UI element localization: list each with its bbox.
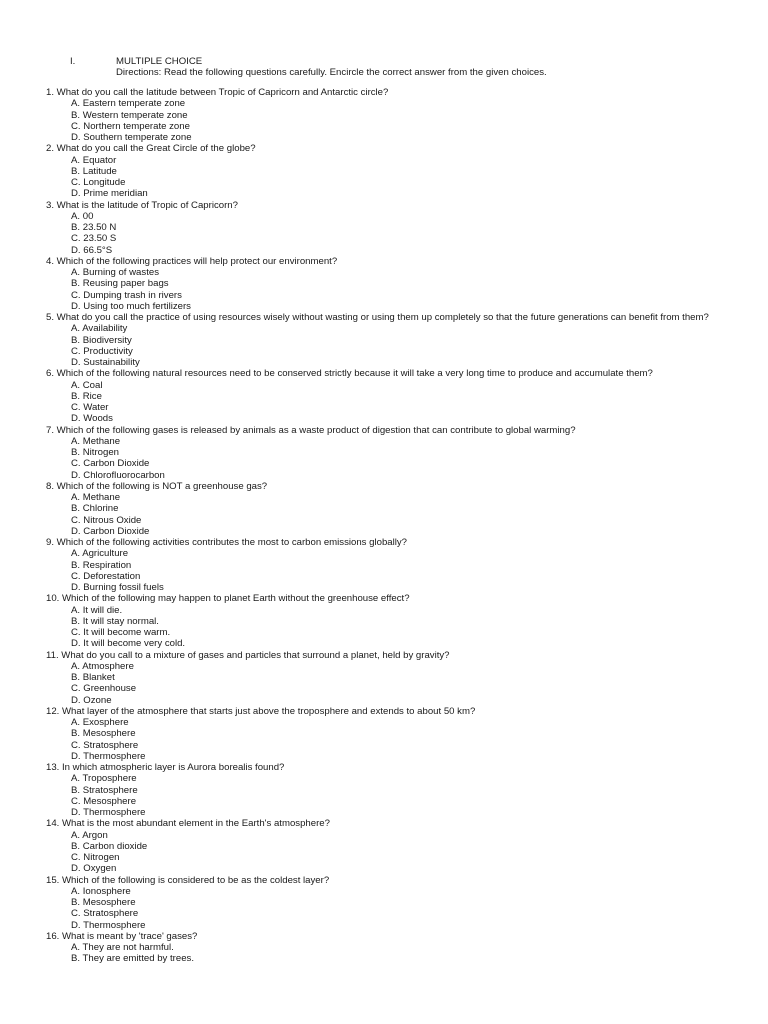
answer-choice: A. Availability [71, 323, 128, 335]
question-item [46, 818, 722, 874]
answer-choice: A. It will die. [71, 604, 123, 616]
answer-choice: B. Nitrogen [71, 447, 119, 458]
answer-choice: D. Carbon Dioxide [71, 525, 150, 537]
answer-choice: B. Respiration [71, 559, 132, 571]
answer-choice: C. Carbon Dioxide [71, 458, 150, 470]
answer-choice: A. Ionosphere [71, 885, 131, 897]
answer-choice: B. Carbon dioxide [71, 840, 148, 852]
answer-choice: B. They are emitted by trees. [71, 953, 194, 965]
question-item [46, 762, 722, 818]
answer-choice: A. Burning of wastes [71, 267, 159, 278]
question-text: 1. What do you call the latitude between Tropic of Capricorn and Antarctic circle? [46, 87, 389, 98]
question-text: 16. What is meant by 'trace' gases? [46, 930, 198, 942]
answer-choice: D. Burning fossil fuels [71, 582, 164, 593]
answer-choice: B. Mesosphere [71, 897, 136, 908]
answer-choice: D. Southern temperate zone [71, 132, 192, 143]
answer-choice: C. 23.50 S [71, 233, 117, 245]
answer-choice: B. Stratosphere [71, 784, 138, 796]
question-text: 13. In which atmospheric layer is Aurora borealis found? [46, 762, 285, 773]
answer-choice: A. Atmosphere [71, 660, 134, 672]
question-item [46, 875, 722, 931]
answer-choice: C. Dumping trash in rivers [71, 289, 182, 301]
question-text: 9. Which of the following activities contributes the most to carbon emissions globally? [46, 537, 408, 548]
answer-choice: A. Coal [71, 379, 103, 391]
answer-choice: D. Woods [71, 413, 113, 425]
answer-choice: D. It will become very cold. [71, 638, 186, 650]
answer-choice: B. Mesosphere [71, 728, 136, 740]
directions-text: Directions: Read the following questions carefully. Encircle the correct answer from the given choices. [116, 67, 547, 78]
answer-choice: C. Greenhouse [71, 683, 137, 695]
question-text: 7. Which of the following gases is released by animals as a waste product of digestion that can contribute to global warming? [46, 424, 576, 436]
answer-choice: C. Mesosphere [71, 795, 137, 807]
answer-choice: C. Productivity [71, 345, 133, 357]
question-item [46, 593, 722, 649]
answer-choice: A. Troposphere [71, 773, 137, 785]
answer-choice: B. Blanket [71, 672, 115, 683]
question-item [46, 537, 722, 593]
question-item [46, 256, 722, 312]
question-text: 12. What layer of the atmosphere that starts just above the troposphere and extends to about 50 km? [46, 705, 476, 717]
question-item [46, 368, 722, 424]
answer-choice: C. Stratosphere [71, 739, 139, 751]
question-list [46, 87, 722, 965]
answer-choice: A. Agriculture [71, 548, 129, 560]
answer-choice: B. Western temperate zone [71, 109, 188, 121]
answer-choice: B. It will stay normal. [71, 615, 159, 627]
answer-choice: A. Eastern temperate zone [71, 98, 186, 110]
answer-choice: A. Equator [71, 154, 117, 166]
answer-choice: D. 66.5°S [71, 244, 113, 256]
answer-choice: C. Nitrogen [71, 852, 120, 863]
answer-choice: C. Northern temperate zone [71, 120, 190, 132]
answer-choice: D. Using too much fertilizers [71, 300, 191, 312]
question-item [46, 931, 722, 965]
answer-choice: A. Methane [71, 492, 121, 503]
answer-choice: B. Reusing paper bags [71, 278, 169, 290]
answer-choice: D. Thermosphere [71, 750, 146, 762]
answer-choice: A. They are not harmful. [71, 942, 174, 953]
answer-choice: B. Rice [71, 390, 102, 402]
section-title: MULTIPLE CHOICE [116, 56, 203, 67]
answer-choice: B. Latitude [71, 165, 117, 177]
question-text: 5. What do you call the practice of using resources wisely without wasting or using them up completely so that the future generations can benefit from them? [46, 312, 709, 323]
question-text: 10. Which of the following may happen to planet Earth without the greenhouse effect? [46, 593, 410, 605]
question-item [46, 312, 722, 368]
question-text: 11. What do you call to a mixture of gases and particles that surround a planet, held by gravity? [46, 649, 450, 661]
question-item [46, 143, 722, 199]
question-item [46, 481, 722, 537]
answer-choice: C. Longitude [71, 177, 126, 188]
answer-choice: D. Sustainability [71, 357, 140, 368]
question-text: 6. Which of the following natural resources need to be conserved strictly because it will take a very long time to produce and accumulate them? [46, 368, 653, 380]
question-text: 2. What do you call the Great Circle of the globe? [46, 143, 256, 155]
question-item [46, 650, 722, 706]
answer-choice: D. Ozone [71, 694, 112, 706]
answer-choice: C. It will become warm. [71, 627, 171, 638]
answer-choice: B. 23.50 N [71, 222, 117, 233]
question-item [46, 706, 722, 762]
answer-choice: D. Thermosphere [71, 807, 146, 818]
answer-choice: A. Argon [71, 829, 108, 841]
answer-choice: A. Methane [71, 435, 121, 447]
question-text: 8. Which of the following is NOT a greenhouse gas? [46, 480, 268, 492]
answer-choice: C. Water [71, 402, 109, 413]
answer-choice: B. Chlorine [71, 503, 119, 515]
question-text: 14. What is the most abundant element in the Earth's atmosphere? [46, 818, 330, 830]
answer-choice: D. Prime meridian [71, 188, 148, 200]
answer-choice: A. Exosphere [71, 717, 129, 728]
question-text: 3. What is the latitude of Tropic of Capricorn? [46, 199, 238, 211]
answer-choice: A. 00 [71, 210, 94, 222]
answer-choice: B. Biodiversity [71, 334, 132, 346]
question-item [46, 425, 722, 481]
section-number: I. [70, 56, 76, 67]
answer-choice: D. Oxygen [71, 863, 117, 875]
question-item [46, 200, 722, 256]
answer-choice: C. Deforestation [71, 570, 141, 582]
question-text: 4. Which of the following practices will help protect our environment? [46, 255, 338, 267]
question-item [46, 87, 722, 143]
answer-choice: C. Nitrous Oxide [71, 514, 142, 526]
question-text: 15. Which of the following is considered to be as the coldest layer? [46, 874, 330, 886]
answer-choice: D. Thermosphere [71, 919, 146, 931]
answer-choice: D. Chlorofluorocarbon [71, 469, 165, 481]
answer-choice: C. Stratosphere [71, 908, 139, 920]
